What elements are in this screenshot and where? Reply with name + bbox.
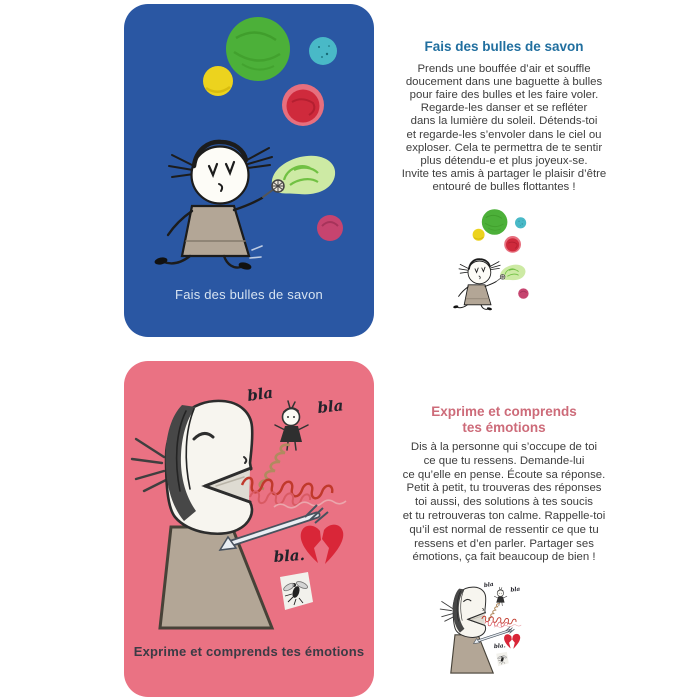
- description-line: ce que tu ressens. Demande-lui: [423, 454, 585, 467]
- card-bubbles-caption: Fais des bulles de savon: [175, 287, 323, 302]
- description-line: entouré de bulles flottantes !: [432, 181, 576, 194]
- description-line: doucement dans une baguette à bulles: [405, 75, 603, 88]
- emotions-card-illustration: [124, 361, 374, 641]
- description-bubbles: [386, 39, 622, 195]
- description-line: et tu retrouveras ton calme. Rappelle-toi: [402, 509, 606, 522]
- description-line: toi aussi, des solutions à tes soucis: [415, 496, 593, 509]
- description-line: Regarde-les danser et se refléter: [420, 102, 588, 115]
- description-line: ressens et d’en parler. Partager ses: [414, 537, 594, 550]
- title-line-1: Exprime et comprends: [431, 404, 577, 419]
- description-line: plus détendu-e et plus joyeux-se.: [420, 154, 588, 167]
- description-bubbles-body: [386, 63, 622, 195]
- description-emotions-body: [386, 441, 622, 565]
- description-emotions: [386, 404, 622, 565]
- description-line: Petit à petit, tu trouveras des réponses: [406, 482, 602, 495]
- description-line: et regarde-les s’envoler dans le ciel ou: [406, 128, 602, 141]
- bubbles-card-illustration: [124, 4, 374, 284]
- description-bubbles-title: Fais des bulles de savon: [424, 39, 584, 54]
- emotions-thumbnail: [437, 572, 532, 678]
- description-line: émotions, ça fait beaucoup de bien !: [412, 551, 596, 564]
- title-line-2: tes émotions: [462, 419, 546, 435]
- description-line: exploser. Cela te permettra de te sentir: [405, 141, 603, 154]
- bubbles-thumbnail: [441, 204, 541, 316]
- description-line: dans la lumière du soleil. Détends-toi: [410, 115, 598, 128]
- description-line: qu’il est normal de ressentir ce que tu: [409, 523, 599, 536]
- description-line: Prends une bouffée d’air et souffle: [417, 62, 591, 75]
- description-line: Invite tes amis à partager le plaisir d’être: [401, 168, 607, 181]
- card-emotions-caption: Exprime et comprends tes émotions: [133, 644, 365, 659]
- description-line: pour faire des bulles et les faire voler.: [409, 88, 599, 101]
- card-emotions: [124, 361, 374, 697]
- description-line: ce qu’elle en pense. Écoute sa réponse.: [402, 468, 606, 481]
- description-line: Dis à la personne qui s’occupe de toi: [410, 441, 598, 453]
- description-emotions-title: [386, 404, 622, 435]
- card-bubbles: [124, 4, 374, 337]
